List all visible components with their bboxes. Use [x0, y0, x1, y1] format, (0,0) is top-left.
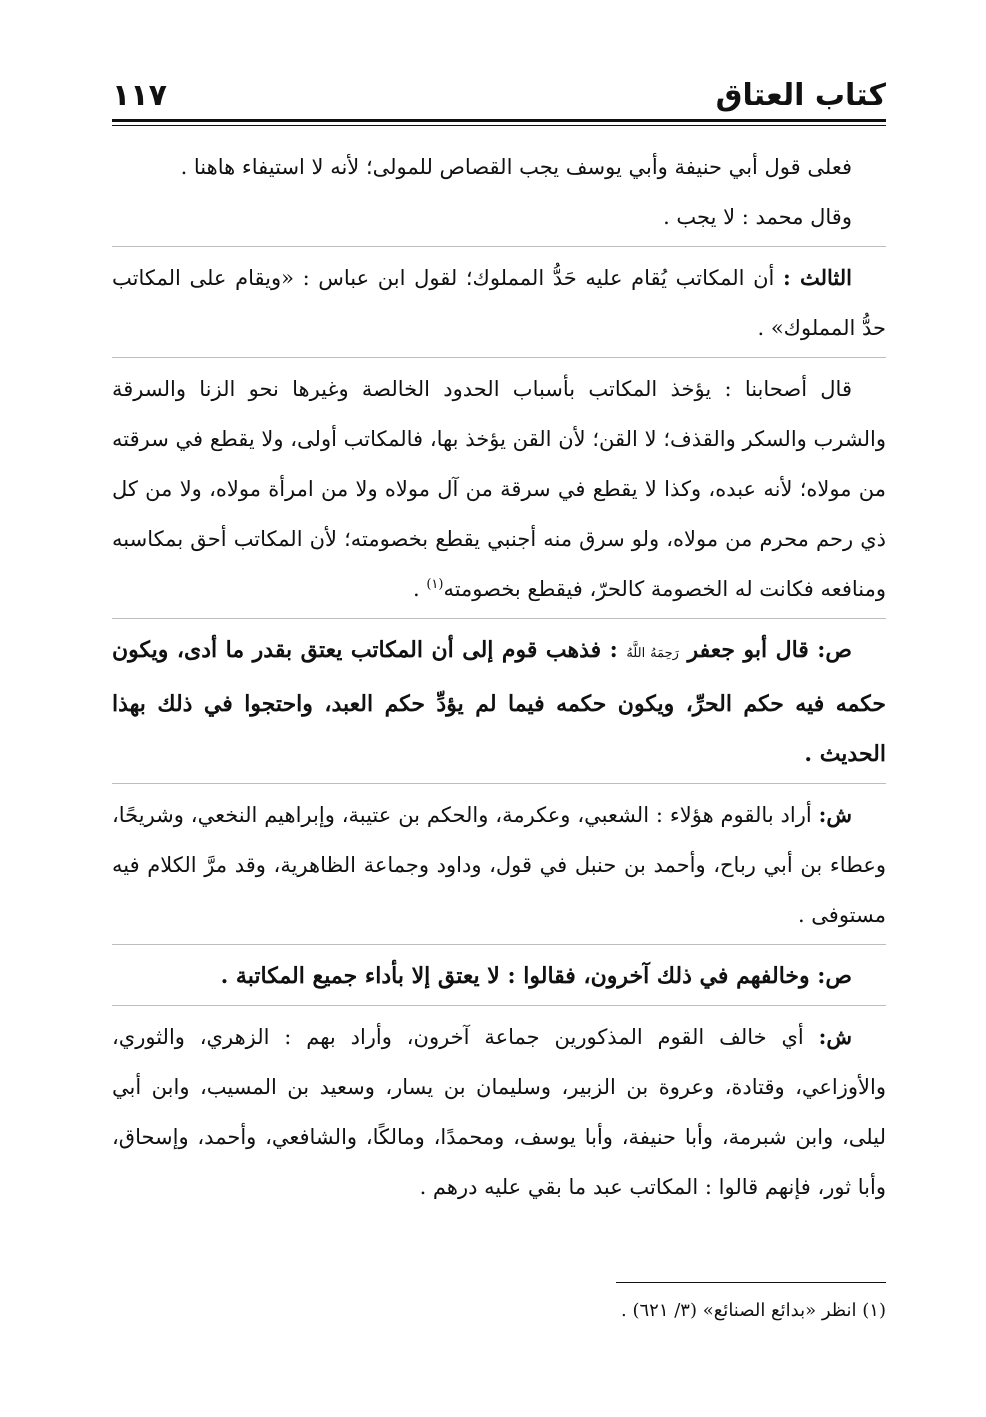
commentary-text: أراد بالقوم هؤلاء : الشعبي، وعكرمة، والحكم بن عتيبة، وإبراهيم النخعي، وشريحًا، وعطاء بن أبي رباح، وأحمد بن حنبل في قول، وداود وجماعة الظاهرية، وقد مرَّ الكلام فيه مستوفى .: [112, 803, 886, 927]
matn-text: : فذهب قوم إلى أن المكاتب يعتق بقدر ما أدى، ويكون حكمه فيه حكم الحرِّ، ويكون حكمه فيما لم يؤدِّ حكم العبد، واحتجوا في ذلك بهذا الحديث .: [112, 637, 886, 767]
commentary-lead: ش:: [818, 1024, 852, 1049]
footnote-reference[interactable]: (١): [426, 577, 444, 592]
footnote-rule: [616, 1282, 886, 1283]
section-divider: [112, 618, 886, 619]
paragraph: [112, 253, 886, 353]
footnote: [112, 1296, 886, 1326]
paragraph: [112, 192, 886, 242]
matn-paragraph: [112, 625, 886, 779]
header-rule-thick: [112, 119, 886, 122]
page-header: [112, 70, 886, 118]
section-divider: [112, 944, 886, 945]
matn-lead: ص:: [817, 637, 853, 663]
paragraph-tail: .: [412, 577, 427, 601]
paragraph-text: فعلى قول أبي حنيفة وأبي يوسف يجب القصاص للمولى؛ لأنه لا استيفاء هاهنا .: [180, 155, 852, 179]
commentary-lead: ش:: [818, 802, 852, 827]
paragraph-lead: الثالث :: [782, 265, 852, 290]
page-number: ١١٧: [112, 78, 167, 113]
matn-lead: ص:: [817, 963, 852, 989]
commentary-paragraph: [112, 790, 886, 940]
section-divider: [112, 783, 886, 784]
honorific-glyph: رَحِمَهُ اللَّهُ: [626, 646, 679, 661]
section-divider: [112, 1005, 886, 1006]
paragraph: [112, 364, 886, 614]
matn-text: قال أبو جعفر: [678, 637, 818, 663]
footnote-marker: (١): [862, 1300, 886, 1321]
paragraph-text: وقال محمد : لا يجب .: [663, 205, 852, 229]
running-title: كتاب العتاق: [715, 78, 886, 113]
paragraph-text: قال أصحابنا : يؤخذ المكاتب بأسباب الحدود الخالصة وغيرها نحو الزنا والسرقة والشرب والسكر والقذف؛ لا القن؛ لأن القن يؤخذ بها، فالمكاتب أولى، ولا يقطع في سرقته من مولاه؛ لأنه عبده، وكذا لا يقطع في سرقة من آل مولاه ولا من امرأة مولاه، ولا من كل ذي رحم محرم من مولاه، ولو سرق منه أجنبي يقطع بخصومته؛ لأن المكاتب أحق بمكاسبه ومنافعه فكانت له الخصومة كالحرّ، فيقطع بخصومته: [112, 377, 886, 601]
header-rule-thin: [112, 125, 886, 126]
commentary-paragraph: [112, 1012, 886, 1212]
section-divider: [112, 357, 886, 358]
paragraph-text: أن المكاتب يُقام عليه حَدُّ المملوك؛ لقول ابن عباس : «ويقام على المكاتب حدُّ المملوك» .: [112, 266, 886, 340]
footnote-text: انظر «بدائع الصنائع» (٣/ ٦٢١) .: [621, 1300, 863, 1321]
page-body: [112, 142, 886, 1212]
commentary-text: أي خالف القوم المذكورين جماعة آخرون، وأراد بهم : الزهري، والثوري، والأوزاعي، وقتادة، وعروة بن الزبير، وسليمان بن يسار، وسعيد بن المسيب، وابن أبي ليلى، وابن شبرمة، وأبا حنيفة، وأبا يوسف، ومحمدًا، ومالكًا، والشافعي، وأحمد، وإسحاق، وأبا ثور، فإنهم قالوا : المكاتب عبد ما بقي عليه درهم .: [112, 1025, 886, 1199]
paragraph: [112, 142, 886, 192]
matn-text: وخالفهم في ذلك آخرون، فقالوا : لا يعتق إلا بأداء جميع المكاتبة .: [220, 963, 818, 989]
matn-paragraph: [112, 951, 886, 1001]
section-divider: [112, 246, 886, 247]
